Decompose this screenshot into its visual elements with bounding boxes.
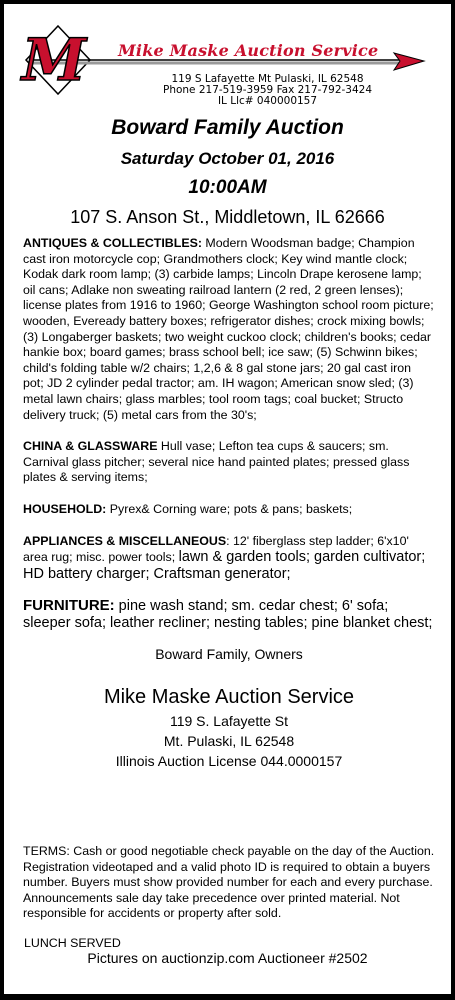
furniture-text: pine wash stand; sm. cedar chest; 6' sofa; sleeper sofa; leather recliner; nesting tables; pine blanket chest; xyxy=(23,598,433,631)
owners-line: Boward Family, Owners xyxy=(155,646,303,663)
terms-text: TERMS: Cash or good negotiable check payable on the day of the Auction. Registration videotaped and a valid photo ID is required to obtain a buyers number. Buyers must show provided number for each and every purchase. Announcements sale day take precedence over printed material. Not responsible for accidents or property after sold. xyxy=(23,844,435,921)
listing-body xyxy=(23,236,435,771)
antiques-text: Modern Woodsman badge; Champion cast iron motorcycle cop; Grandmothers clock; Key wind mantle clock; Kodak dark room lamp; (3) carbide lamps; Lincoln Drape kerosene lamp; oil cans; Adlake non sweating railroad lantern (2 red, 2 green lenses); license plates from 1916 to 1960; George Washington school room picture; wooden, Eveready battery boxes; refrigerator dishes; crock mixing bowls; (3) Longaberger baskets; two weight cuckoo clock; children's books; cedar hankie box; board games; brass school bell; ice saw; (5) Schwinn bikes; child's folding table w/2 chairs; 1,2,6 & 8 gal stone jars; 20 gal cast iron pot; JD 2 cylinder pedal tractor; am. IH wagon; American snow sled; (3) metal lawn chairs; glass marbles; tool room tags; coal bucket; Structo delivery truck; (5) metal cars from the 30's; xyxy=(23,236,434,422)
lunch-note: LUNCH SERVED xyxy=(24,936,121,950)
footer-company-name: Mike Maske Auction Service xyxy=(103,685,355,708)
auction-time: 10:00AM xyxy=(188,177,267,198)
footer-company-license: Illinois Auction License 044.0000157 xyxy=(115,752,343,769)
logo-letter: M xyxy=(21,26,87,94)
auction-location: 107 S. Anson St., Middletown, IL 62666 xyxy=(70,207,385,227)
auction-date: Saturday October 01, 2016 xyxy=(120,149,335,168)
household-section xyxy=(23,502,435,518)
antiques-section xyxy=(23,236,435,423)
household-text: Pyrex& Corning ware; pots & pans; baskets; xyxy=(106,501,353,516)
china-text: Hull vase; Lefton tea cups & saucers; sm. Carnival glass pitcher; several nice hand painted plates; pressed glass plates & serving items; xyxy=(23,439,410,485)
appliances-section xyxy=(23,534,435,583)
appliances-text: : 12' fiberglass step ladder; 6'x10' area rug; misc. power tools; xyxy=(23,533,409,565)
auction-flyer xyxy=(4,4,451,994)
auction-title: Boward Family Auction xyxy=(111,116,344,139)
furniture-section xyxy=(23,598,435,631)
china-heading: CHINA & GLASSWARE xyxy=(23,439,158,454)
company-address: 119 S Lafayette Mt Pulaski, IL 62548 xyxy=(171,73,364,85)
footer-company-city: Mt. Pulaski, IL 62548 xyxy=(163,732,295,749)
appliances-heading: APPLIANCES & MISCELLANEOUS xyxy=(23,533,227,548)
appliances-text-large: lawn & garden tools; garden cultivator; HD battery charger; Craftsman generator; xyxy=(23,549,426,582)
pictures-line: Pictures on auctionzip.com Auctioneer #2502 xyxy=(87,950,368,966)
company-name: Mike Maske Auction Service xyxy=(118,41,379,60)
company-phone: Phone 217-519-3959 Fax 217-792-3424 xyxy=(162,84,373,96)
antiques-heading: ANTIQUES & COLLECTIBLES: xyxy=(23,236,202,250)
household-heading: HOUSEHOLD: xyxy=(23,501,107,516)
furniture-heading: FURNITURE: xyxy=(23,597,115,615)
footer-company-street: 119 S. Lafayette St xyxy=(169,712,289,729)
company-license: IL Llc# 040000157 xyxy=(217,95,318,107)
china-section xyxy=(23,439,435,486)
